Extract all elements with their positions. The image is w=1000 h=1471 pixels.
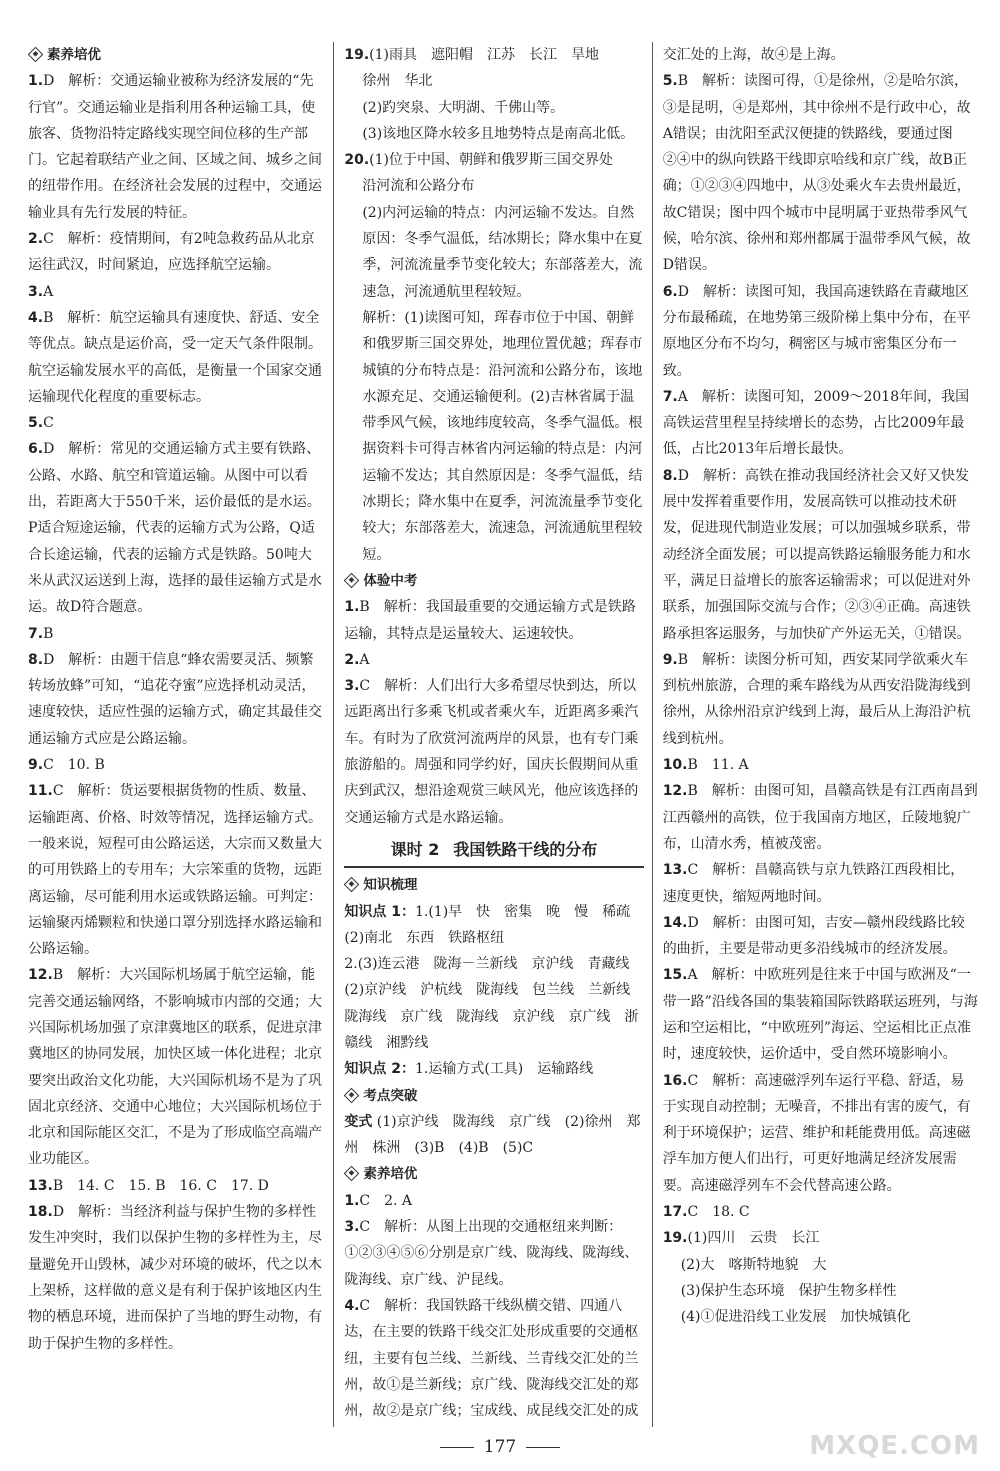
question-number: 12. bbox=[662, 783, 688, 800]
question-number: 3. bbox=[344, 1219, 360, 1236]
section-heading bbox=[344, 568, 643, 594]
answer-item bbox=[663, 910, 978, 963]
question-number: 19. bbox=[662, 1230, 688, 1247]
answer-item bbox=[663, 857, 978, 910]
question-number: 1. bbox=[344, 1192, 360, 1209]
answer-item bbox=[28, 962, 325, 1172]
question-number: 9. bbox=[662, 651, 678, 668]
question-number: 6. bbox=[662, 283, 678, 300]
answer-line bbox=[663, 1252, 978, 1278]
question-number: 13. bbox=[662, 862, 688, 879]
answer-text: C 解析：我国铁路干线纵横交错、四通八达，在主要的铁路干线交汇处形成重要的交通枢纽，主要有包兰线、兰新线、兰青线交汇处的兰州，故①是兰新线；京广线、陇海线交汇处的郑州，故②是京广线；宝成线、成昆线交汇处的成 bbox=[344, 1297, 639, 1420]
answer-text: C 解析：昌赣高铁与京九铁路江西段相比，速度更快，缩短两地时间。 bbox=[662, 862, 965, 905]
answer-text: D 解析：由题干信息“蜂农需要灵活、频繁转场放蜂”可知，“追花夺蜜”应选择机动灵活，速度较快，适应性强的运输方式，确定其最佳交通运输方式应是公路运输。 bbox=[28, 651, 322, 747]
answer-text: D 解析：当经济利益与保护生物的多样性发生冲突时，我们以保护生物的多样性为主，尽量避免开山毁林，减少对环境的破坏，代之以木上架桥，这样做的意义是有利于保护该地区内生物的栖息环境，进而保护了当地的野生动物，有助于保护生物的多样性。 bbox=[28, 1204, 322, 1352]
column-right bbox=[653, 42, 978, 1427]
question-number: 19. bbox=[344, 47, 370, 63]
question-number: 7. bbox=[28, 625, 44, 642]
answer-text: (2)趵突泉、大明湖、千佛山等。 bbox=[362, 99, 565, 116]
answer-line bbox=[344, 68, 643, 94]
question-number: 10. bbox=[662, 757, 688, 774]
question-number: 1. bbox=[344, 599, 360, 616]
question-number: 20. bbox=[344, 152, 370, 169]
question-number: 3. bbox=[28, 283, 44, 300]
question-number: 2. bbox=[344, 651, 360, 668]
question-number: 2. bbox=[28, 231, 44, 248]
lesson-title bbox=[344, 837, 643, 868]
answer-text: B 14. C 15. B 16. C 17. D bbox=[52, 1177, 269, 1194]
answer-item bbox=[28, 436, 325, 620]
question-number: 5. bbox=[28, 415, 44, 432]
footer-dash-left bbox=[440, 1447, 474, 1448]
answer-text: A bbox=[43, 283, 54, 300]
section-heading bbox=[344, 1161, 643, 1187]
answer-page bbox=[28, 42, 978, 1427]
section-heading bbox=[344, 1083, 643, 1109]
answer-text: C 解析：高速磁浮列车运行平稳、舒适，易于实现自动控制；无噪音，不排出有害的废气，有利于环境保护；运营、维护和耗能费用低。高速磁浮车加方便人们出行，可更好地满足经济发展需要。高速磁浮列车不会代替高速公路。 bbox=[662, 1072, 971, 1194]
answer-item bbox=[28, 621, 325, 647]
answer-text: A 解析：读图可知，2009～2018年间，我国高铁运营里程呈持续增长的态势，占比2009年最低，占比2013年后增长最快。 bbox=[662, 388, 970, 458]
question-number: 11. bbox=[28, 783, 53, 800]
answer-item bbox=[344, 42, 643, 147]
answer-item bbox=[663, 1199, 978, 1225]
question-number: 12. bbox=[28, 967, 53, 984]
question-number: 8. bbox=[28, 651, 44, 668]
question-number: 6. bbox=[28, 441, 44, 458]
answer-item bbox=[28, 778, 325, 962]
answer-text: D 解析：常见的交通运输方式主要有铁路、公路、水路、航空和管道运输。从图中可以看出，若距离大于550千米，运价最低的是水运。P适合短途运输，代表的运输方式为公路，Q适合长途运输，代表的运输方式是铁路。50吨大米从武汉运送到上海，选择的最佳运输方式是水运。故D符合题意。 bbox=[28, 441, 322, 616]
answer-item bbox=[28, 647, 325, 752]
answer-text: (2)内河运输的特点：内河运输不发达。自然原因：冬季气温低，结冰期长；降水集中在夏季，河流流量季节变化较大；东部落差大，流速急，河流通航里程较短。 bbox=[362, 204, 643, 300]
question-number: 3. bbox=[344, 678, 360, 695]
answer-item bbox=[663, 752, 978, 778]
variant-label: 变式 bbox=[344, 1113, 373, 1130]
answer-line bbox=[344, 200, 643, 305]
diamond-icon bbox=[344, 877, 360, 893]
answer-item bbox=[663, 1225, 978, 1330]
answer-item bbox=[344, 673, 643, 831]
answer-text: D 解析：由图可知，吉安—赣州段线路比较的曲折，主要是带动更多沿线城市的经济发展。 bbox=[662, 914, 965, 958]
answer-line bbox=[344, 95, 643, 121]
question-number: 16. bbox=[662, 1072, 688, 1089]
answer-text: B 解析：读图可得，①是徐州，②是哈尔滨，③是昆明，④是郑州，其中徐州不是行政中心，故A错误；由沈阳至武汉便捷的铁路线，要通过图②④中的纵向铁路干线即京哈线和京广线，故B正确；①②③④四地中，从③处乘火车去贵州最近，故C错误；图中四个城市中昆明属于亚热带季风气候，哈尔滨、徐州和郑州都属于温带季风气候，故D错误。 bbox=[662, 73, 971, 274]
answer-line bbox=[344, 147, 643, 173]
section-title: 考点突破 bbox=[363, 1087, 418, 1104]
answer-line bbox=[344, 121, 643, 147]
knowledge-label: 知识点 2： bbox=[344, 1061, 415, 1078]
question-number: 7. bbox=[662, 388, 678, 405]
answer-line bbox=[344, 305, 643, 568]
answer-text: D 解析：高铁在推动我国经济社会又好又快发展中发挥着重要作用，发展高铁可以推动技术研发，促进现代制造业发展；可以加强城乡联系，带动经济全面发展；可以提高铁路运输服务能力和水平，满足日益增长的旅客运输需求；可以促进对外联系，加强国际交流与合作；②③④正确。高速铁路承担客运服务，与加快矿产外运无关，①错误。 bbox=[662, 467, 971, 642]
answer-item bbox=[28, 410, 325, 436]
answer-line bbox=[344, 42, 643, 68]
answer-text: (4)①促进沿线工业发展 加快城镇化 bbox=[680, 1309, 911, 1326]
answer-item bbox=[344, 647, 643, 673]
lesson-number: 课时 2 bbox=[390, 839, 440, 859]
section-title: 素养培优 bbox=[363, 1166, 418, 1183]
question-number: 18. bbox=[28, 1204, 53, 1221]
answer-line bbox=[663, 1225, 978, 1251]
answer-text: B 11. A bbox=[687, 757, 749, 774]
answer-line bbox=[663, 1278, 978, 1304]
answer-item bbox=[344, 594, 643, 647]
answer-item bbox=[663, 68, 978, 278]
footer-dash-right bbox=[526, 1447, 560, 1448]
question-number: 13. bbox=[28, 1177, 53, 1194]
question-number: 4. bbox=[28, 309, 44, 326]
diamond-icon bbox=[344, 573, 360, 589]
answer-line bbox=[663, 1304, 978, 1330]
answer-item bbox=[28, 226, 325, 279]
diamond-icon bbox=[344, 1166, 360, 1182]
answer-item bbox=[28, 752, 325, 778]
question-number: 15. bbox=[662, 967, 688, 984]
answer-item bbox=[28, 68, 325, 226]
knowledge-item bbox=[344, 899, 643, 952]
answer-text: B 解析：航空运输具有速度快、舒适、安全等优点。缺点是运价高，受一定天气条件限制。航空运输发展水平的高低，是衡量一个国家交通运输现代化程度的重要标志。 bbox=[28, 309, 322, 405]
answer-item bbox=[28, 279, 325, 305]
answer-text: 徐州 华北 bbox=[362, 73, 433, 90]
question-number: 4. bbox=[344, 1297, 360, 1314]
answer-item bbox=[663, 778, 978, 857]
answer-text: A bbox=[359, 651, 370, 668]
answer-text: (3)保护生态环境 保护生物多样性 bbox=[680, 1282, 897, 1299]
answer-item bbox=[28, 305, 325, 410]
knowledge-text: 2.(3)连云港 陇海－兰新线 京沪线 青藏线 (2)京沪线 沪杭线 陇海线 包兰线 兰新线 陇海线 京广线 陇海线 京沪线 京广线 浙赣线 湘黔线 bbox=[344, 956, 645, 1051]
answer-text: C 解析：货运要根据货物的性质、数量、运输距离、价格、时效等情况，选择运输方式。一般来说，短程可由公路运送，大宗而又数量大的可用铁路上的专用车；大宗笨重的货物，远距离运输，尽可能利用水运或铁路运输。可判定：运输聚丙烯颗粒和快递口罩分别选择水路运输和公路运输。 bbox=[28, 783, 322, 958]
answer-text: 交汇处的上海，故④是上海。 bbox=[662, 47, 845, 63]
watermark-text: MXQE.COM bbox=[809, 1431, 980, 1461]
answer-item bbox=[663, 42, 978, 68]
page-number: 177 bbox=[483, 1437, 517, 1457]
answer-line bbox=[344, 173, 643, 199]
answer-text: B 解析：大兴国际机场属于航空运输，能完善交通运输网络，不影响城市内部的交通；大兴国际机场加强了京津冀地区的联系，促进京津冀地区的协同发展，加快区域一体化进程；北京要突出政治文化功能，大兴国际机场不是为了巩固北京经济、交通中心地位；大兴国际机场位于北京和国际能区交汇，不是为了形成临空高端产业功能区。 bbox=[28, 967, 322, 1168]
answer-item bbox=[663, 384, 978, 463]
breakthrough-item bbox=[344, 1109, 643, 1162]
section-title: 体验中考 bbox=[363, 572, 418, 589]
answer-item bbox=[344, 147, 643, 568]
section-title: 知识梳理 bbox=[363, 877, 418, 894]
answer-text: B 解析：我国最重要的交通运输方式是铁路运输，其特点是运量较大、运速较快。 bbox=[344, 599, 636, 642]
question-number: 5. bbox=[662, 73, 678, 90]
answer-item bbox=[663, 647, 978, 752]
answer-text: B 解析：读图分析可知，西安某同学欲乘火车到杭州旅游，合理的乘车路线为从西安沿陇海线到徐州，从徐州沿京沪线到上海，最后从上海沿沪杭线到杭州。 bbox=[662, 651, 971, 747]
answer-text: C bbox=[43, 415, 54, 432]
answer-text: C 解析：人们出行大多希望尽快到达，所以远距离出行多乘飞机或者乘火车，近距离多乘汽车。有时为了欣赏河流两岸的风景，也有专门乘旅游船的。周强和同学约好，国庆长假期间从重庆到武汉，想沿途观赏三峡风光，他应该选择的交通运输方式是水路运输。 bbox=[344, 678, 639, 826]
question-number: 8. bbox=[662, 467, 678, 484]
knowledge-label: 知识点 1： bbox=[344, 903, 415, 920]
answer-text: (2)大 喀斯特地貌 大 bbox=[680, 1256, 827, 1273]
answer-text: (3)该地区降水较多且地势特点是南高北低。 bbox=[362, 125, 635, 142]
answer-text: C 10. B bbox=[43, 757, 105, 774]
answer-text: (1)雨具 遮阳帽 江苏 长江 旱地 bbox=[369, 47, 599, 63]
variant-text: (1)京沪线 陇海线 京广线 (2)徐州 郑州 株洲 (3)B (4)B (5)C bbox=[344, 1113, 641, 1157]
answer-text: A 解析：中欧班列是往来于中国与欧洲及“一带一路”沿线各国的集装箱国际铁路联运班列，与海运和空运相比，“中欧班列”海运、空运相比正点准时，速度较快，运价适中，受自然环境影响小。 bbox=[662, 967, 978, 1063]
question-number: 1. bbox=[28, 73, 44, 90]
knowledge-item bbox=[344, 1056, 643, 1082]
section-heading bbox=[28, 42, 325, 68]
question-number: 9. bbox=[28, 757, 44, 774]
answer-text: C 18. C bbox=[687, 1204, 750, 1221]
question-number: 14. bbox=[662, 914, 688, 931]
answer-text: 沿河流和公路分布 bbox=[362, 178, 475, 195]
answer-text: D 解析：交通运输业被称为经济发展的“先行官”。交通运输业是指利用各种运输工具，使旅客、货物沿特定路线实现空间位移的生产部门。它起着联结产业之间、区域之间、城乡之间的纽带作用。在经济社会发展的过程中，交通运输业具有先行发展的特征。 bbox=[28, 73, 322, 221]
answer-text: C 解析：疫情期间，有2吨急救药品从北京运往武汉，时间紧迫，应选择航空运输。 bbox=[28, 231, 315, 274]
answer-text: B 解析：由图可知，昌赣高铁是有江西南昌到江西赣州的高铁，位于我国南方地区，丘陵地貌广布，山清水秀，植被茂密。 bbox=[662, 783, 978, 852]
column-left bbox=[28, 42, 333, 1427]
section-heading bbox=[344, 872, 643, 898]
knowledge-item bbox=[344, 951, 643, 1056]
answer-text: (1)位于中国、朝鲜和俄罗斯三国交界处 bbox=[369, 152, 613, 169]
question-number: 17. bbox=[662, 1204, 688, 1221]
answer-text: (1)四川 云贵 长江 bbox=[687, 1230, 820, 1247]
answer-text: D 解析：读图可知，我国高速铁路在青藏地区分布最稀疏，在地势第三级阶梯上集中分布，在平原地区分布不均匀，稠密区与城市密集区分布一致。 bbox=[662, 283, 971, 379]
knowledge-text: 1.(1)早 快 密集 晚 慢 稀疏 (2)南北 东西 铁路枢纽 bbox=[344, 903, 645, 946]
answer-text: B bbox=[43, 625, 54, 642]
answer-item bbox=[663, 1068, 978, 1199]
lesson-name: 我国铁路干线的分布 bbox=[453, 839, 598, 859]
answer-item bbox=[663, 962, 978, 1067]
answer-item bbox=[28, 1199, 325, 1357]
answer-item bbox=[344, 1293, 643, 1427]
answer-text: C 2. A bbox=[359, 1192, 413, 1209]
diamond-icon bbox=[28, 47, 43, 63]
answer-item bbox=[344, 1188, 643, 1214]
knowledge-text: 1.运输方式(工具) 运输路线 bbox=[414, 1061, 594, 1078]
column-middle bbox=[334, 42, 651, 1427]
answer-item bbox=[344, 1214, 643, 1293]
diamond-icon bbox=[344, 1087, 360, 1103]
answer-item bbox=[663, 463, 978, 647]
answer-text: 解析：(1)读图可知，珲春市位于中国、朝鲜和俄罗斯三国交界处，地理位置优越；珲春市城镇的分布特点是：沿河流和公路分布，该地水源充足、交通运输便利。(2)吉林省属于温带季风气候，该地纬度较高，冬季气温低。根据资料卡可得吉林省内河运输的特点是：内河运输不发达；其自然原因是：冬季气温低，结冰期长；降水集中在夏季，河流流量季节变化较大；东部落差大，流速急，河流通航里程较短。 bbox=[362, 309, 643, 563]
answer-text: C 解析：从图上出现的交通枢纽来判断：①②③④⑤⑥分别是京广线、陇海线、陇海线、陇海线、京广线、沪昆线。 bbox=[344, 1219, 639, 1288]
answer-item bbox=[663, 279, 978, 384]
section-title: 素养培优 bbox=[47, 47, 101, 63]
answer-item bbox=[28, 1173, 325, 1199]
